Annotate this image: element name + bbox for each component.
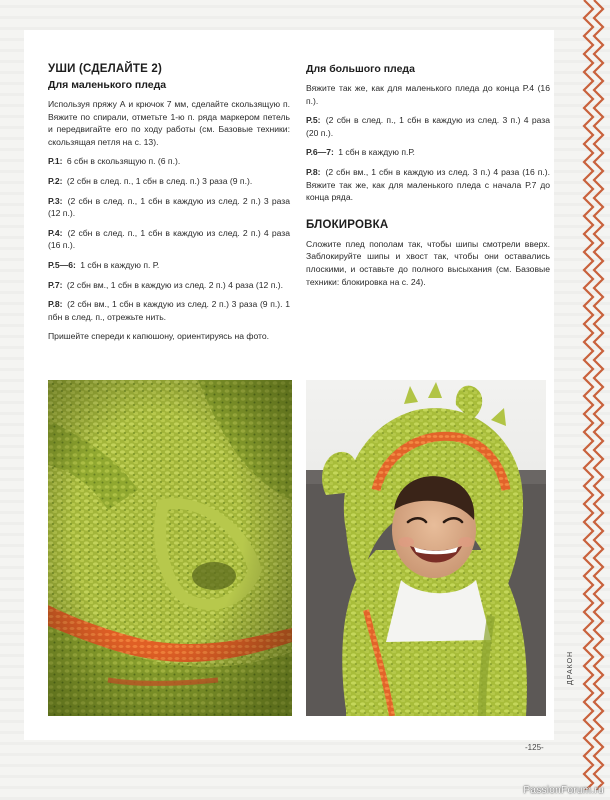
zigzag-border xyxy=(570,0,610,790)
row-text: (2 сбн в след. п., 1 сбн в каждую из след. 2 п.) 4 раза (16 п.). xyxy=(48,227,291,251)
zigzag-line xyxy=(594,0,603,790)
left-column xyxy=(48,62,290,350)
row-text: (2 сбн в след. п., 1 сбн в след. п.) 3 раза (9 п.). xyxy=(66,175,253,186)
blocking-paragraph: Сложите плед пополам так, чтобы шипы смотрели вверх. Заблокируйте шипы и хвост так, чтобы они оставались плоскими, и оставьте до полного высыхания (см. Базовые техники: блокировка на с. 24). xyxy=(306,238,550,287)
row-label: Р.4: xyxy=(48,227,63,238)
row-instruction xyxy=(306,166,550,204)
row-label: Р.5: xyxy=(306,115,321,126)
crochet-closeup-photo xyxy=(48,380,292,716)
row-instruction xyxy=(48,195,290,220)
row-text: (2 сбн вм., 1 сбн в каждую из след. 3 п.) 4 раза (16 п.). Вяжите так же, как для маленького пледа с начала Р.7 до конца ряда. xyxy=(306,166,550,203)
right-column xyxy=(306,62,550,295)
row-text: 1 сбн в каждую п.Р. xyxy=(338,147,415,158)
row-label: Р.5—6: xyxy=(48,259,76,270)
large-blanket-intro: Вяжите так же, как для маленького пледа до конца Р.4 (16 п.). xyxy=(306,83,550,106)
row-text: 6 сбн в скользящую п. (6 п.). xyxy=(66,156,181,167)
row-label: Р.8: xyxy=(48,299,63,310)
row-text: (2 сбн в след. п., 1 сбн в каждую из след. 2 п.) 3 раза (12 п.). xyxy=(48,195,291,219)
row-label: Р.3: xyxy=(48,195,63,206)
side-section-label: ДРАКОН xyxy=(567,650,574,685)
row-text: 1 сбн в каждую п. Р. xyxy=(80,259,160,270)
row-label: Р.1: xyxy=(48,156,63,167)
child-in-dragon-hood-photo xyxy=(306,380,546,716)
row-text: (2 сбн вм., 1 сбн в каждую из след. 2 п.) 3 раза (9 п.). 1 пбн в след. п., отрежьте нить. xyxy=(48,299,291,322)
row-instruction xyxy=(48,298,290,323)
watermark: PassionForum.ru xyxy=(523,785,604,796)
row-instruction xyxy=(48,175,290,188)
ears-intro-paragraph: Используя пряжу А и крючок 7 мм, сделайте скользящую п. Вяжите по спирали, отметьте 1-ю п. ряда маркером петель и передвигайте его по ходу работы (см. Базовые техники: скользящая петля на с. 13). xyxy=(48,99,290,147)
zigzag-line xyxy=(584,0,593,790)
row-instruction xyxy=(306,146,550,159)
large-blanket-subheading: Для большого пледа xyxy=(306,63,415,75)
blocking-heading: БЛОКИРОВКА xyxy=(306,218,389,231)
ears-heading: УШИ (СДЕЛАЙТЕ 2) xyxy=(48,63,162,75)
row-text: (2 сбн вм., 1 сбн в каждую из след. 2 п.) 4 раза (12 п.). xyxy=(66,279,284,290)
row-label: Р.6—7: xyxy=(306,147,334,158)
row-label: Р.7: xyxy=(48,279,63,290)
row-instruction xyxy=(48,279,290,292)
small-blanket-subheading: Для маленького пледа xyxy=(48,79,167,91)
page-number: -125- xyxy=(525,743,544,752)
row-instruction xyxy=(306,114,550,139)
row-instruction xyxy=(48,227,290,252)
row-label: Р.2: xyxy=(48,175,63,186)
row-text: (2 сбн в след. п., 1 сбн в каждую из след. 3 п.) 4 раза (20 п.). xyxy=(306,115,551,138)
row-instruction xyxy=(48,259,290,272)
sewing-instruction: Пришейте спереди к капюшону, ориентируясь на фото. xyxy=(48,331,270,342)
row-instruction xyxy=(48,155,290,168)
row-label: Р.8: xyxy=(306,166,321,177)
